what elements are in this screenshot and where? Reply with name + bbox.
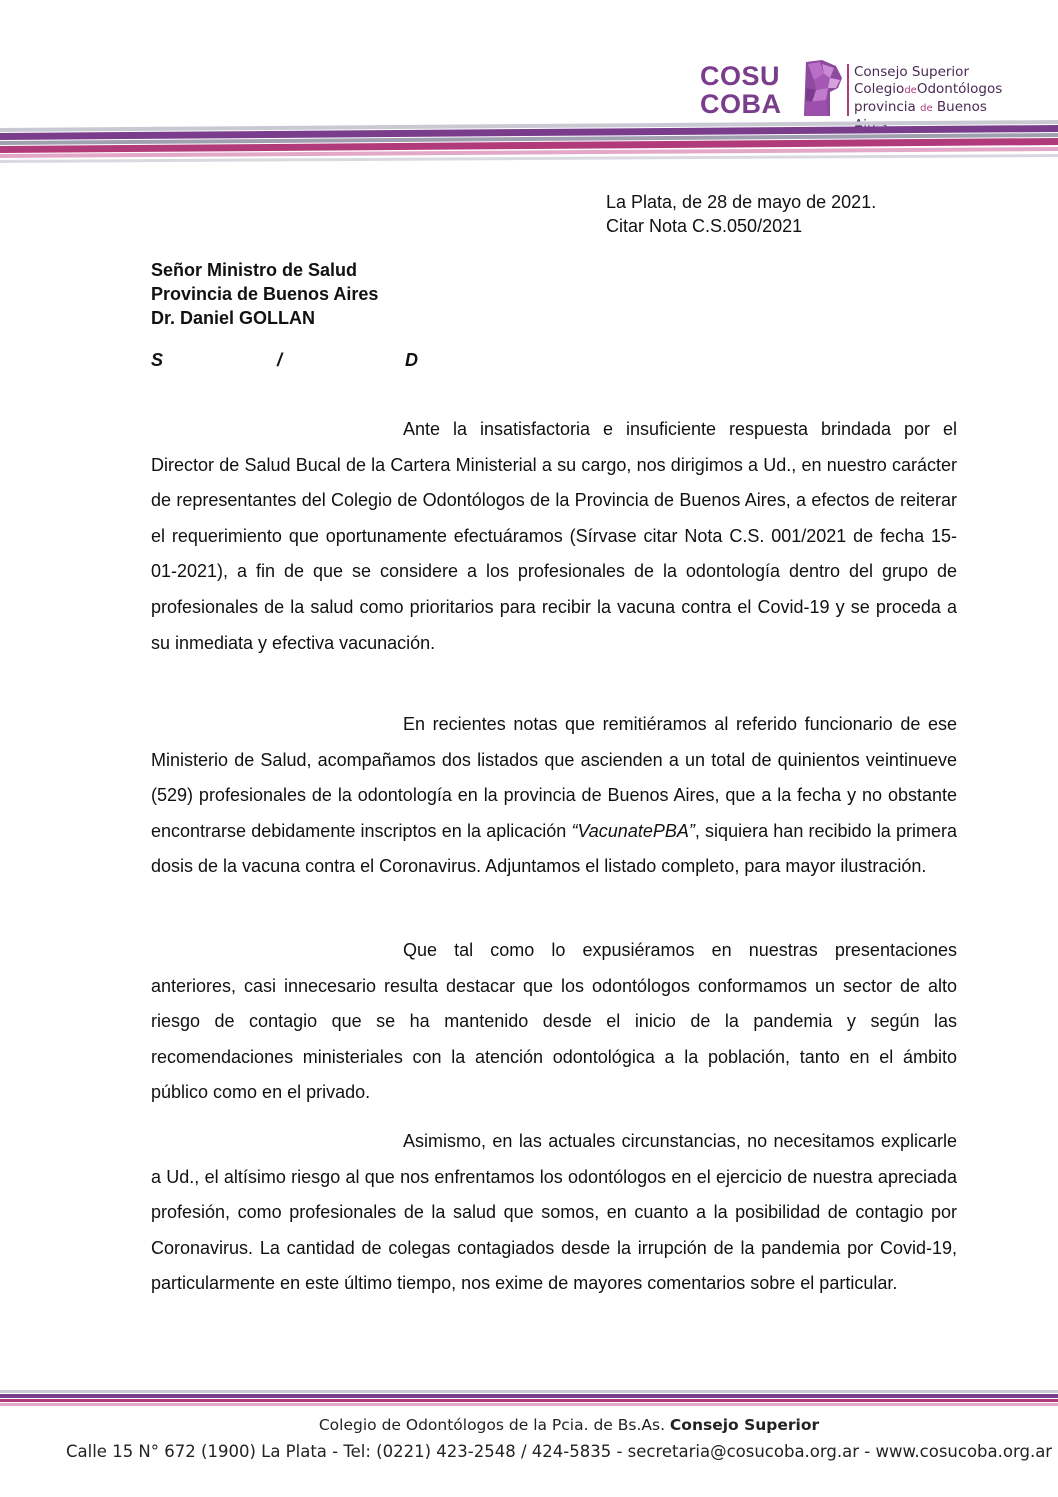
app-name: “VacunatePBA” (571, 820, 695, 841)
province-map-icon (800, 58, 844, 118)
footer-stripes (0, 1390, 1058, 1406)
sd-slash: / (277, 350, 283, 370)
org-line-3: provincia de Buenos (854, 99, 987, 115)
footer-contact: Calle 15 N° 672 (1900) La Plata - Tel: (0221) 423-2548 / 424-5835 - secretaria@cosucoba.org.ar - www.cosucoba.org.ar (66, 1442, 1053, 1461)
paragraph-1: Ante la insatisfactoria e insuficiente respuesta brindada por el Director de Salud Bucal de la Cartera Ministerial a su cargo, nos dirigimos a Ud., en nuestro carácter de representantes del Colegio de Odontólogos de la Provincia de Buenos Aires, a efectos de reiterar el requerimiento que oportunamente efectuáramos (Sírvase citar Nota C.S. 001/2021 de fecha 15-01-2021), a fin de que se considere a los profesionales de la odontología dentro del grupo de profesionales de la salud como prioritarios para recibir la vacuna contra el Covid-19 y se proceda a su inmediata y efectiva vacunación. (151, 419, 957, 653)
addressee-title: Señor Ministro de Salud (151, 260, 358, 280)
cosucoba-logo (700, 58, 1020, 124)
sd-d: D (405, 350, 418, 370)
logo-divider (847, 64, 849, 116)
letter-reference: Citar Nota C.S.050/2021 (606, 216, 803, 236)
addressee-province: Provincia de Buenos Aires (151, 284, 379, 304)
sd-salutation (151, 350, 419, 374)
org-line-2: ColegiodeOdontólogos (854, 81, 1003, 97)
paragraph-4: Asimismo, en las actuales circunstancias, no necesitamos explicarle a Ud., el altísimo riesgo al que nos enfrentamos los odontólogos en el ejercicio de nuestra apreciada profesión, como profesionales de la salud que somos, en cuanto a la posibilidad de contagio por Coronavirus. La cantidad de colegas contagiados desde la irrupción de la pandemia por Covid-19, particularmente en este último tiempo, nos exime de mayores comentarios sobre el particular. (151, 1131, 957, 1294)
sd-s: S (151, 350, 164, 370)
paragraph-3: Que tal como lo expusiéramos en nuestras presentaciones anteriores, casi innecesario resulta destacar que los odontólogos conformamos un sector de alto riesgo de contagio que se ha mantenido desde el inicio de la pandemia y según las recomendaciones ministeriales con la atención odontológica a la población, tanto en el ámbito público como en el privado. (151, 940, 957, 1103)
header-stripes (0, 116, 1058, 166)
letter-meta (606, 190, 876, 238)
letter-date: La Plata, de 28 de mayo de 2021. (606, 192, 877, 212)
addressee-name: Dr. Daniel GOLLAN (151, 308, 316, 328)
footer-org: Colegio de Odontólogos de la Pcia. de Bs.As. Consejo Superior (318, 1416, 820, 1434)
addressee-block (151, 258, 378, 330)
paragraph-2: En recientes notas que remitiéramos al referido funcionario de ese Ministerio de Salud, acompañamos dos listados que ascienden a un total de quinientos veintinueve (529) profesionales de la odontología en la provincia de Buenos Aires, que a la fecha y no obstante encontrarse debidamente inscriptos en la aplicación “VacunatePBA”, siquiera han recibido la primera dosis de la vacuna contra el Coronavirus. Adjuntamos el listado completo, para mayor ilustración. (151, 714, 957, 877)
logo-word-cosu: COSU (700, 61, 781, 91)
logo-word-coba: COBA (700, 89, 782, 119)
org-line-1: Consejo Superior (854, 64, 969, 80)
